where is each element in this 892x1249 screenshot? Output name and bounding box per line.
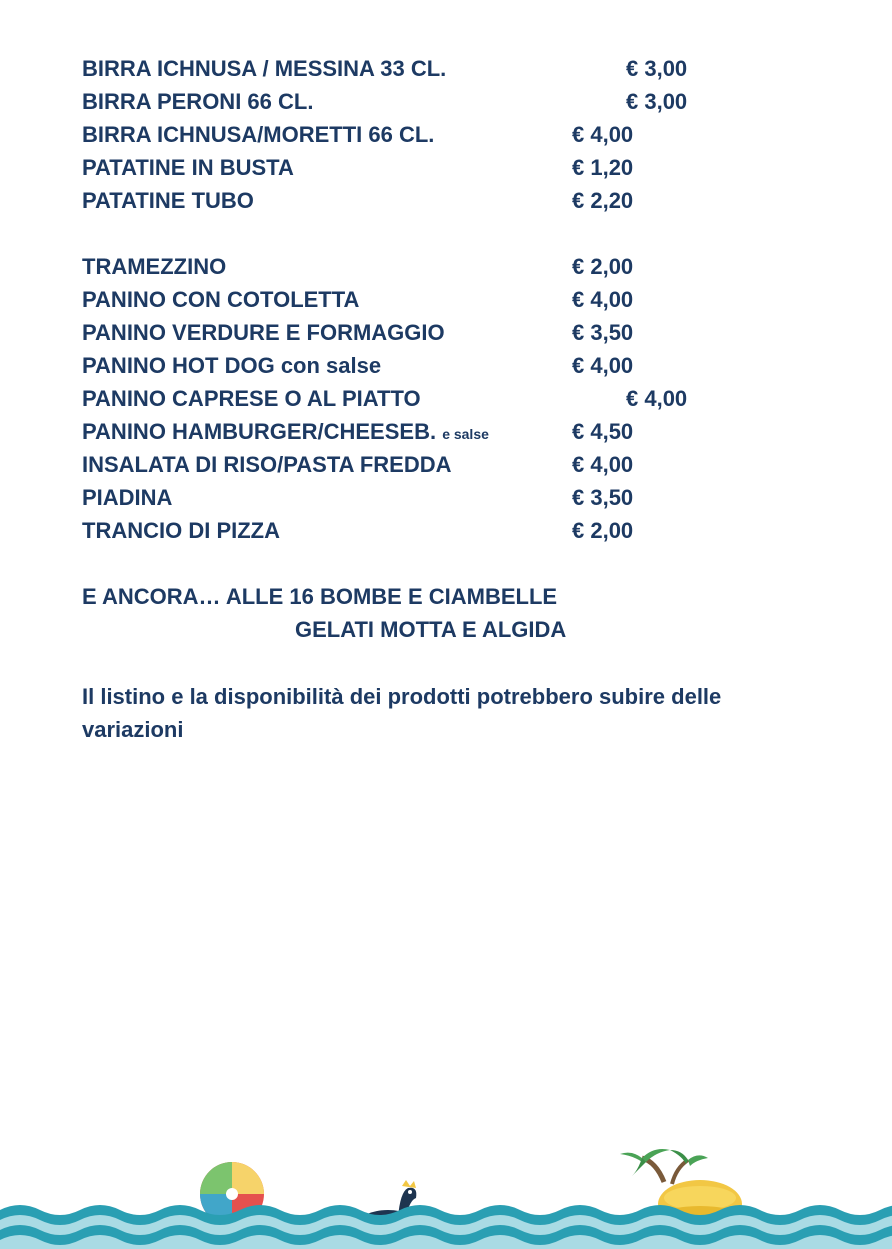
item-suffix: e salse bbox=[442, 426, 489, 442]
item-insalata bbox=[82, 450, 452, 480]
disclaimer-note: Il listino e la disponibilità dei prodotti potrebbero subire delle variazioni bbox=[82, 684, 722, 742]
item-price: € 3,50 bbox=[572, 485, 634, 510]
item-panino-hot-dog bbox=[82, 351, 381, 381]
item-price: € 2,00 bbox=[572, 254, 634, 279]
item-panino-verdure bbox=[82, 318, 445, 348]
item-trancio-pizza bbox=[82, 516, 280, 546]
item-price: € 3,00 bbox=[626, 56, 688, 81]
item-name: PIADINA bbox=[82, 485, 173, 510]
item-birra-ichnusa-moretti bbox=[82, 120, 434, 150]
item-name: TRAMEZZINO bbox=[82, 254, 227, 279]
item-price: € 1,20 bbox=[572, 155, 634, 180]
item-name: BIRRA ICHNUSA/MORETTI 66 CL. bbox=[82, 122, 435, 147]
item-name: PANINO CON COTOLETTA bbox=[82, 287, 360, 312]
item-panino-cotoletta bbox=[82, 285, 359, 315]
item-panino-hamburger bbox=[82, 417, 489, 447]
item-price: € 4,00 bbox=[572, 122, 634, 147]
item-name: PANINO HAMBURGER/CHEESEB. bbox=[82, 419, 437, 444]
item-name: PATATINE TUBO bbox=[82, 188, 254, 213]
item-price: € 4,50 bbox=[572, 419, 634, 444]
item-price: € 3,50 bbox=[572, 320, 634, 345]
item-patatine-tubo bbox=[82, 186, 254, 216]
item-tramezzino bbox=[82, 252, 226, 282]
item-price: € 4,00 bbox=[572, 287, 634, 312]
item-name: BIRRA ICHNUSA / MESSINA 33 CL. bbox=[82, 56, 447, 81]
item-patatine-busta bbox=[82, 153, 294, 183]
extras-line-2: GELATI MOTTA E ALGIDA bbox=[295, 617, 567, 642]
item-price: € 2,00 bbox=[572, 518, 634, 543]
item-price: € 3,00 bbox=[626, 89, 688, 114]
item-birra-peroni bbox=[82, 87, 313, 117]
item-birra-ichnusa-messina bbox=[82, 54, 446, 84]
item-price: € 2,20 bbox=[572, 188, 634, 213]
item-name: PANINO VERDURE E FORMAGGIO bbox=[82, 320, 445, 345]
beach-waves-illustration bbox=[0, 1140, 892, 1249]
item-panino-caprese bbox=[82, 384, 421, 414]
extras-line-1: E ANCORA… ALLE 16 BOMBE E CIAMBELLE bbox=[82, 584, 558, 609]
item-name: BIRRA PERONI 66 CL. bbox=[82, 89, 314, 114]
item-piadina bbox=[82, 483, 172, 513]
item-price: € 4,00 bbox=[572, 353, 634, 378]
item-name: PATATINE IN BUSTA bbox=[82, 155, 294, 180]
item-price: € 4,00 bbox=[626, 386, 688, 411]
item-name: INSALATA DI RISO/PASTA FREDDA bbox=[82, 452, 452, 477]
item-name: PANINO HOT DOG con salse bbox=[82, 353, 382, 378]
item-name: TRANCIO DI PIZZA bbox=[82, 518, 280, 543]
item-name: PANINO CAPRESE O AL PIATTO bbox=[82, 386, 421, 411]
item-price: € 4,00 bbox=[572, 452, 634, 477]
